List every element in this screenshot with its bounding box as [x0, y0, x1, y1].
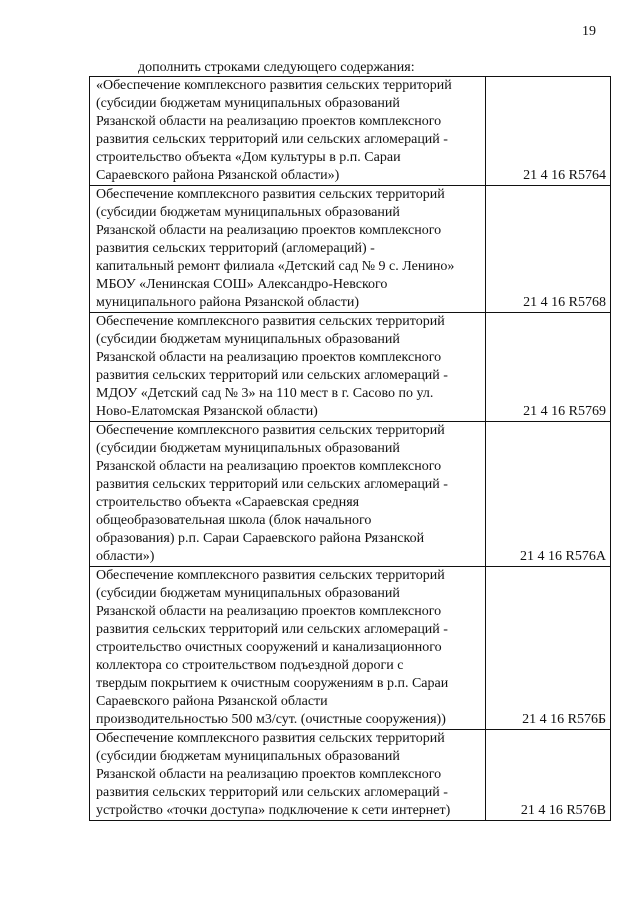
row-code: 21 4 16 R5764	[486, 77, 611, 186]
table-row	[90, 567, 611, 730]
row-code: 21 4 16 R576В	[486, 730, 611, 821]
table-row	[90, 422, 611, 567]
table-row	[90, 730, 611, 821]
table-row	[90, 313, 611, 422]
row-code: 21 4 16 R576Б	[486, 567, 611, 730]
table-row	[90, 186, 611, 313]
row-description: Обеспечение комплексного развития сельских территорий (субсидии бюджетам муниципальных образований Рязанской области на реализацию проектов комплексного развития сельских территорий или сельских агломераций - строительство очистных сооружений и канализационного коллектора со строительством подъездной дороги с твердым покрытием к очистным сооружениям в р.п. Сараи Сараевского района Рязанской области производительностью 500 м3/сут. (очистные сооружения))	[90, 567, 486, 730]
row-description: Обеспечение комплексного развития сельских территорий (субсидии бюджетам муниципальных образований Рязанской области на реализацию проектов комплексного развития сельских территорий или сельских агломераций - строительство объекта «Сараевская средняя общеобразовательная школа (блок начального образования) р.п. Сараи Сараевского района Рязанской области»)	[90, 422, 486, 567]
row-code: 21 4 16 R5769	[486, 313, 611, 422]
intro-text: дополнить строками следующего содержания:	[138, 60, 415, 75]
page-number: 19	[582, 24, 596, 39]
row-code: 21 4 16 R5768	[486, 186, 611, 313]
row-description: Обеспечение комплексного развития сельских территорий (субсидии бюджетам муниципальных образований Рязанской области на реализацию проектов комплексного развития сельских территорий (агломераций) - капитальный ремонт филиала «Детский сад № 9 с. Ленино» МБОУ «Ленинская СОШ» Александро-Невского муниципального района Рязанской области)	[90, 186, 486, 313]
table-row	[90, 77, 611, 186]
row-description: «Обеспечение комплексного развития сельских территорий (субсидии бюджетам муниципальных образований Рязанской области на реализацию проектов комплексного развития сельских территорий или сельских агломераций - строительство объекта «Дом культуры в р.п. Сараи Сараевского района Рязанской области»)	[90, 77, 486, 186]
row-description: Обеспечение комплексного развития сельских территорий (субсидии бюджетам муниципальных образований Рязанской области на реализацию проектов комплексного развития сельских территорий или сельских агломераций - МДОУ «Детский сад № 3» на 110 мест в г. Сасово по ул. Ново-Елатомская Рязанской области)	[90, 313, 486, 422]
program-codes-table	[89, 76, 611, 821]
row-code: 21 4 16 R576A	[486, 422, 611, 567]
row-description: Обеспечение комплексного развития сельских территорий (субсидии бюджетам муниципальных образований Рязанской области на реализацию проектов комплексного развития сельских территорий или сельских агломераций - устройство «точки доступа» подключение к сети интернет)	[90, 730, 486, 821]
